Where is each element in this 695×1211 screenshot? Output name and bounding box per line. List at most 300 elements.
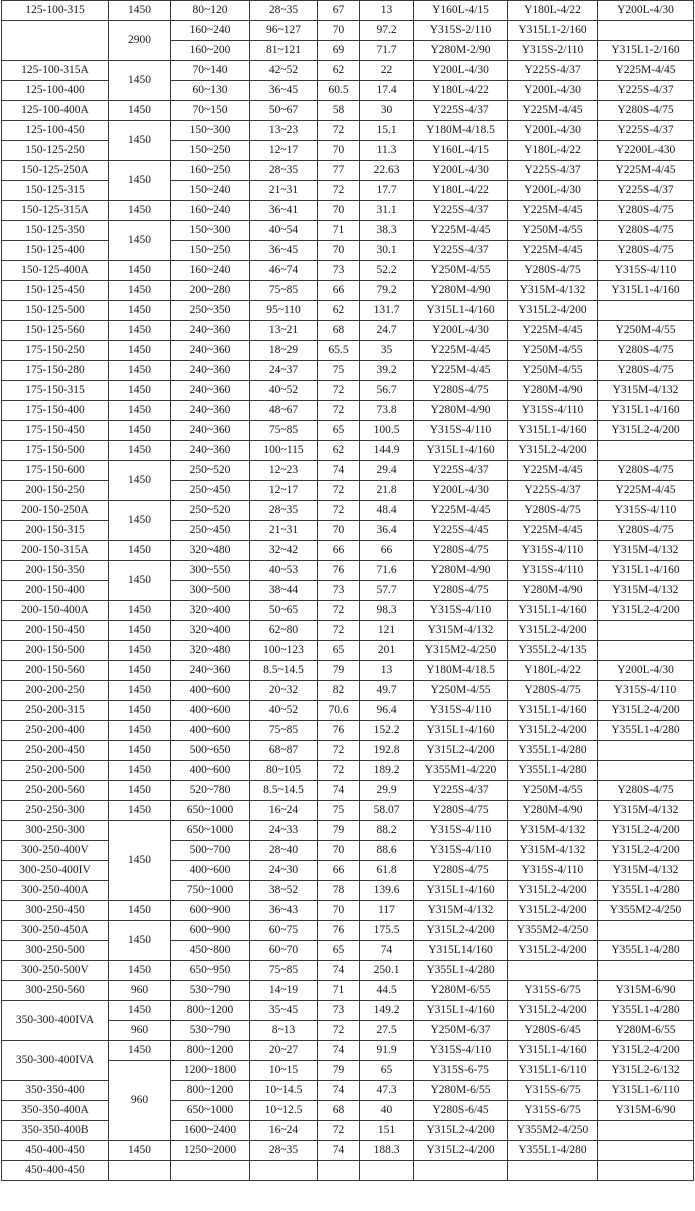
table-row (2, 321, 694, 341)
table-cell: 300-250-500V (2, 961, 109, 981)
table-cell: 250-200-315 (2, 701, 109, 721)
table-cell: 650~1000 (171, 821, 250, 841)
table-cell (598, 921, 694, 941)
table-row (2, 761, 694, 781)
table-cell: 350-300-400IVA (2, 1001, 109, 1041)
table-cell: Y315L2-4/200 (414, 1121, 508, 1141)
table-cell: 131.7 (360, 301, 414, 321)
table-cell: 72 (318, 401, 360, 421)
table-cell: 1450 (109, 621, 171, 641)
table-cell: 600~900 (171, 921, 250, 941)
table-cell: Y180L-4/22 (414, 181, 508, 201)
table-cell: 52.2 (360, 261, 414, 281)
table-cell: 50~65 (250, 601, 318, 621)
table-cell (109, 1161, 171, 1181)
table-cell: 1450 (109, 221, 171, 261)
table-cell: 530~790 (171, 1021, 250, 1041)
table-cell: 200-150-450 (2, 621, 109, 641)
table-cell: Y355L1-4/280 (414, 961, 508, 981)
table-cell: 22 (360, 61, 414, 81)
table-cell: 76 (318, 561, 360, 581)
table-cell: 100.5 (360, 421, 414, 441)
table-cell: 76 (318, 921, 360, 941)
table-cell: Y225S-4/37 (598, 121, 694, 141)
table-cell: 121 (360, 621, 414, 641)
table-cell: Y225M-4/45 (508, 241, 598, 261)
table-cell: 62 (318, 441, 360, 461)
table-cell: Y225S-4/37 (508, 61, 598, 81)
table-cell: 175-150-500 (2, 441, 109, 461)
table-row (2, 21, 694, 41)
table-row (2, 741, 694, 761)
table-cell: 160~240 (171, 201, 250, 221)
table-cell: 300-250-400A (2, 881, 109, 901)
table-cell: Y355L1-4/280 (598, 881, 694, 901)
table-cell: 1450 (109, 1041, 171, 1061)
table-cell: 36.4 (360, 521, 414, 541)
table-cell: Y200L-4/30 (414, 61, 508, 81)
table-row (2, 641, 694, 661)
table-cell: 450-400-450 (2, 1161, 109, 1181)
table-cell: 150-125-400A (2, 261, 109, 281)
table-cell: Y200L-4/30 (414, 161, 508, 181)
table-cell: 82 (318, 681, 360, 701)
table-cell: 72 (318, 481, 360, 501)
table-cell: 150-125-250A (2, 161, 109, 181)
table-cell: Y280S-4/75 (598, 241, 694, 261)
table-cell: 66 (318, 861, 360, 881)
table-cell: Y280M-4/90 (414, 281, 508, 301)
table-cell: Y315M-4/132 (508, 281, 598, 301)
table-cell: 400~600 (171, 681, 250, 701)
table-cell: 320~480 (171, 641, 250, 661)
table-cell: Y225M-4/45 (598, 481, 694, 501)
table-cell (250, 1161, 318, 1181)
table-cell: Y280S-6/45 (414, 1101, 508, 1121)
table-cell: 72 (318, 761, 360, 781)
table-row (2, 161, 694, 181)
table-cell: 66 (360, 541, 414, 561)
table-cell: 74 (318, 961, 360, 981)
table-cell: 42~52 (250, 61, 318, 81)
table-cell: Y315L2-4/200 (414, 1141, 508, 1161)
table-cell: Y280S-4/75 (598, 521, 694, 541)
table-row (2, 281, 694, 301)
table-cell: Y315S-4/110 (414, 821, 508, 841)
table-cell (508, 1161, 598, 1181)
table-cell: 60~75 (250, 921, 318, 941)
table-cell: 150~250 (171, 141, 250, 161)
table-cell: 200-150-315A (2, 541, 109, 561)
table-cell: 1450 (109, 361, 171, 381)
table-cell: Y280S-4/75 (598, 781, 694, 801)
table-row (2, 441, 694, 461)
table-cell: 29.4 (360, 461, 414, 481)
table-cell: 1200~1800 (171, 1061, 250, 1081)
table-cell: 16~24 (250, 1121, 318, 1141)
table-row (2, 381, 694, 401)
table-cell: 240~360 (171, 421, 250, 441)
table-cell: Y315L2-4/200 (414, 921, 508, 941)
table-cell: Y355M2-4/250 (508, 921, 598, 941)
table-cell: 150~240 (171, 181, 250, 201)
table-cell: 250-250-300 (2, 801, 109, 821)
table-cell: 300-250-400IV (2, 861, 109, 881)
table-cell: 200-150-400 (2, 581, 109, 601)
table-cell: 149.2 (360, 1001, 414, 1021)
table-cell: Y315L1-4/160 (414, 301, 508, 321)
table-cell: 1450 (109, 101, 171, 121)
table-row (2, 681, 694, 701)
table-cell: 1450 (109, 721, 171, 741)
table-cell: 88.2 (360, 821, 414, 841)
table-cell: 160~200 (171, 41, 250, 61)
table-cell: Y355L1-4/280 (508, 761, 598, 781)
table-cell: 150-125-450 (2, 281, 109, 301)
table-cell (598, 621, 694, 641)
table-row (2, 101, 694, 121)
table-cell: 150~250 (171, 241, 250, 261)
table-row (2, 141, 694, 161)
table-cell: Y315M2-4/250 (414, 641, 508, 661)
table-cell: 62 (318, 301, 360, 321)
table-cell: Y280S-4/75 (598, 221, 694, 241)
table-cell: 960 (109, 981, 171, 1001)
table-cell: Y225S-4/37 (414, 101, 508, 121)
table-cell: 40~53 (250, 561, 318, 581)
table-cell: Y200L-4/30 (508, 121, 598, 141)
table-cell: 95~110 (250, 301, 318, 321)
table-cell: Y315L1-4/160 (414, 721, 508, 741)
table-cell: 150-125-500 (2, 301, 109, 321)
table-cell: 1450 (109, 901, 171, 921)
table-cell: 450-400-450 (2, 1141, 109, 1161)
table-cell: 11.3 (360, 141, 414, 161)
table-cell: 650~1000 (171, 801, 250, 821)
table-row (2, 801, 694, 821)
table-cell: 125-100-450 (2, 121, 109, 141)
table-cell: 1450 (109, 741, 171, 761)
table-cell: Y315S-2/110 (508, 41, 598, 61)
table-cell: Y315L1-4/160 (508, 601, 598, 621)
table-row (2, 661, 694, 681)
table-cell (508, 961, 598, 981)
table-cell: 1450 (109, 121, 171, 161)
table-cell: 75~85 (250, 721, 318, 741)
table-cell: 36~41 (250, 201, 318, 221)
table-cell: Y160L-4/15 (414, 1, 508, 21)
table-cell: Y280S-4/75 (508, 681, 598, 701)
table-cell: 200~280 (171, 281, 250, 301)
table-cell: 400~600 (171, 701, 250, 721)
table-cell: 20~32 (250, 681, 318, 701)
table-cell: 1450 (109, 1, 171, 21)
table-cell: 1450 (109, 381, 171, 401)
table-cell: 1450 (109, 421, 171, 441)
table-cell: Y315S-6-75 (414, 1061, 508, 1081)
table-cell: Y315S-4/110 (414, 841, 508, 861)
table-cell: 71 (318, 221, 360, 241)
table-cell: Y315L2-4/200 (598, 701, 694, 721)
table-cell: 250~520 (171, 501, 250, 521)
table-cell: Y315S-4/110 (508, 401, 598, 421)
table-cell (598, 641, 694, 661)
table-cell: 150-125-350 (2, 221, 109, 241)
table-cell: 48.4 (360, 501, 414, 521)
table-cell: 28~35 (250, 1, 318, 21)
table-cell: 10~15 (250, 1061, 318, 1081)
table-cell: 151 (360, 1121, 414, 1141)
table-cell: Y280S-4/75 (598, 461, 694, 481)
table-cell: Y315M-4/132 (598, 581, 694, 601)
table-cell: 1450 (109, 501, 171, 541)
table-cell: Y315L2-4/200 (508, 721, 598, 741)
table-cell: 1450 (109, 201, 171, 221)
table-cell: Y280S-4/75 (598, 101, 694, 121)
table-cell: 300-250-560 (2, 981, 109, 1001)
table-cell (598, 301, 694, 321)
table-cell: 78 (318, 881, 360, 901)
table-cell: 80~120 (171, 1, 250, 21)
table-cell: 1450 (109, 341, 171, 361)
table-cell: 61.8 (360, 861, 414, 881)
table-cell: 1450 (109, 301, 171, 321)
table-cell: 46~74 (250, 261, 318, 281)
table-cell: 125-100-400A (2, 101, 109, 121)
table-cell: 2900 (109, 21, 171, 61)
table-row (2, 1121, 694, 1141)
table-cell: Y280M-4/90 (508, 801, 598, 821)
table-cell: 189.2 (360, 761, 414, 781)
table-cell: 175-150-400 (2, 401, 109, 421)
table-cell: 250-200-400 (2, 721, 109, 741)
table-cell: Y315L2-4/200 (508, 621, 598, 641)
table-cell: Y315L1-4/160 (414, 441, 508, 461)
table-row (2, 1001, 694, 1021)
table-cell: 240~360 (171, 381, 250, 401)
table-cell: Y225S-4/37 (414, 781, 508, 801)
table-cell: Y315S-4/110 (508, 861, 598, 881)
table-cell: Y315M-4/132 (508, 841, 598, 861)
table-cell: 200-200-250 (2, 681, 109, 701)
table-cell: 175-150-315 (2, 381, 109, 401)
table-cell: 50~67 (250, 101, 318, 121)
table-cell: 81~121 (250, 41, 318, 61)
table-cell: 450~800 (171, 941, 250, 961)
table-cell: Y315M-4/132 (598, 381, 694, 401)
table-cell: 200-150-500 (2, 641, 109, 661)
table-cell: 500~650 (171, 741, 250, 761)
pump-motor-spec-table (1, 0, 694, 1181)
table-row (2, 1101, 694, 1121)
table-cell: 350-350-400B (2, 1121, 109, 1141)
table-cell: 600~900 (171, 901, 250, 921)
table-cell: 250~450 (171, 481, 250, 501)
table-cell: 200-150-560 (2, 661, 109, 681)
table-cell: 68 (318, 321, 360, 341)
table-cell: Y315L1-2/160 (598, 41, 694, 61)
table-cell: 72 (318, 601, 360, 621)
table-cell: Y180L-4/22 (508, 661, 598, 681)
table-cell: Y315L2-4/200 (508, 881, 598, 901)
table-cell: Y280M-4/90 (414, 401, 508, 421)
table-cell: Y315S-4/110 (414, 601, 508, 621)
table-cell: 74 (318, 461, 360, 481)
table-cell: 13~23 (250, 121, 318, 141)
table-cell: 240~360 (171, 361, 250, 381)
table-cell: Y225M-4/45 (414, 341, 508, 361)
table-cell: 8.5~14.5 (250, 781, 318, 801)
table-cell: 72 (318, 121, 360, 141)
table-cell: 21~31 (250, 181, 318, 201)
table-cell: Y315L1-4/160 (414, 881, 508, 901)
table-cell: Y315L2-4/200 (598, 421, 694, 441)
table-cell: Y225S-4/37 (598, 181, 694, 201)
table-row (2, 961, 694, 981)
table-row (2, 841, 694, 861)
table-cell: Y315M-4/132 (508, 821, 598, 841)
table-row (2, 501, 694, 521)
table-cell: Y280S-4/75 (598, 341, 694, 361)
table-cell: 400~600 (171, 761, 250, 781)
table-cell: 18~29 (250, 341, 318, 361)
table-cell: 8.5~14.5 (250, 661, 318, 681)
table-row (2, 461, 694, 481)
table-cell: Y315S-4/110 (598, 501, 694, 521)
table-row (2, 881, 694, 901)
table-cell: 30.1 (360, 241, 414, 261)
table-cell: 17.4 (360, 81, 414, 101)
table-cell: Y315L2-4/200 (598, 1041, 694, 1061)
table-cell: Y315S-4/110 (414, 701, 508, 721)
table-cell: 48~67 (250, 401, 318, 421)
table-cell: 32~42 (250, 541, 318, 561)
table-cell: 150-125-250 (2, 141, 109, 161)
table-cell: 300-250-300 (2, 821, 109, 841)
table-cell: 65.5 (318, 341, 360, 361)
table-cell: 79 (318, 821, 360, 841)
table-cell: 175-150-450 (2, 421, 109, 441)
table-cell: Y315L1-4/160 (598, 281, 694, 301)
table-cell: 24~37 (250, 361, 318, 381)
table-row (2, 861, 694, 881)
table-cell: 150~300 (171, 221, 250, 241)
table-cell: Y315L1-2/160 (508, 21, 598, 41)
table-cell: Y280M-2/90 (414, 41, 508, 61)
table-cell: 13~21 (250, 321, 318, 341)
table-cell: Y315M-4/132 (598, 541, 694, 561)
table-cell: Y280M-4/90 (414, 561, 508, 581)
table-cell: Y315S-6/75 (508, 1101, 598, 1121)
table-cell: 73.8 (360, 401, 414, 421)
table-cell: 75~85 (250, 961, 318, 981)
table-row (2, 201, 694, 221)
table-cell: 38~52 (250, 881, 318, 901)
table-cell (2, 21, 109, 61)
table-row (2, 521, 694, 541)
table-cell: Y225S-4/37 (508, 161, 598, 181)
table-cell: Y315L2-4/200 (508, 1001, 598, 1021)
table-cell (171, 1161, 250, 1181)
table-cell: 73 (318, 581, 360, 601)
table-cell: 70.6 (318, 701, 360, 721)
table-cell: 150~300 (171, 121, 250, 141)
table-cell: 250~520 (171, 461, 250, 481)
table-cell: 175-150-600 (2, 461, 109, 481)
table-cell (414, 1161, 508, 1181)
table-cell: 100~123 (250, 641, 318, 661)
table-cell: Y315L1-4/160 (508, 701, 598, 721)
table-cell: Y315M-4/132 (414, 621, 508, 641)
table-cell: Y225S-4/37 (508, 481, 598, 501)
table-cell: 36~45 (250, 241, 318, 261)
table-cell: 125-100-315A (2, 61, 109, 81)
table-cell: 28~40 (250, 841, 318, 861)
table-cell: 60~130 (171, 81, 250, 101)
table-row (2, 581, 694, 601)
table-cell: 240~360 (171, 341, 250, 361)
table-cell: Y280S-4/75 (414, 381, 508, 401)
table-cell: 1450 (109, 781, 171, 801)
table-cell (318, 1161, 360, 1181)
table-cell: 88.6 (360, 841, 414, 861)
table-cell: Y280S-4/75 (598, 361, 694, 381)
table-cell: Y315L1-4/160 (508, 421, 598, 441)
table-cell: Y315L1-6/110 (598, 1081, 694, 1101)
table-cell: 74 (360, 941, 414, 961)
table-cell: 28~35 (250, 1141, 318, 1161)
table-cell: 14~19 (250, 981, 318, 1001)
table-cell: Y180L-4/22 (508, 1, 598, 21)
table-cell: 74 (318, 1081, 360, 1101)
table-cell: Y315S-4/110 (598, 681, 694, 701)
table-row (2, 121, 694, 141)
table-cell: Y200L-4/30 (598, 1, 694, 21)
table-cell: Y315S-4/110 (508, 561, 598, 581)
table-cell: 16~24 (250, 801, 318, 821)
table-row (2, 1, 694, 21)
table-cell: 72 (318, 1121, 360, 1141)
table-cell: 22.63 (360, 161, 414, 181)
table-cell: 75 (318, 361, 360, 381)
table-cell: Y250M-4/55 (508, 221, 598, 241)
table-cell: 66 (318, 541, 360, 561)
table-cell: Y225S-4/37 (414, 241, 508, 261)
table-cell: Y200L-4/30 (414, 321, 508, 341)
table-cell: Y355M2-4/250 (598, 901, 694, 921)
table-cell: 200-150-350 (2, 561, 109, 581)
table-cell: Y315L2-4/200 (508, 941, 598, 961)
table-cell: 36~45 (250, 81, 318, 101)
table-cell: 960 (109, 1021, 171, 1041)
table-row (2, 1081, 694, 1101)
table-cell: 96~127 (250, 21, 318, 41)
table-cell: Y280S-4/75 (598, 201, 694, 221)
table-cell: Y355L1-4/280 (598, 721, 694, 741)
table-cell: Y280S-6/45 (508, 1021, 598, 1041)
table-cell: Y250M-4/55 (414, 261, 508, 281)
table-cell: 62 (318, 61, 360, 81)
table-cell: 79.2 (360, 281, 414, 301)
table-cell (598, 761, 694, 781)
table-cell: 40~54 (250, 221, 318, 241)
table-cell: 40~52 (250, 701, 318, 721)
table-cell: 67 (318, 1, 360, 21)
table-cell: 47.3 (360, 1081, 414, 1101)
table-cell: 800~1200 (171, 1041, 250, 1061)
table-cell: Y225M-4/45 (508, 461, 598, 481)
table-cell: 1450 (109, 921, 171, 961)
